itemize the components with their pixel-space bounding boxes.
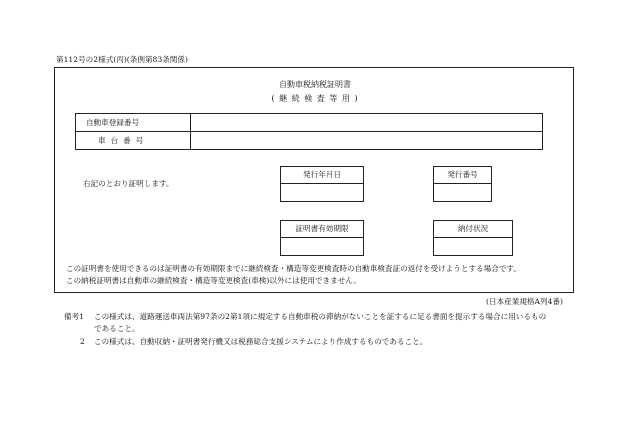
validity-period-box bbox=[280, 220, 364, 256]
usage-notice: この証明書を使用できるのは証明書の有効期限までに継続検査・構造等変更検査時の自動車検査証の返付を受けようとする場合です。 bbox=[66, 264, 522, 273]
table-row bbox=[76, 132, 543, 150]
vehicle-info-table bbox=[75, 113, 543, 150]
validity-period-field[interactable] bbox=[281, 238, 363, 257]
remark-2-text: この様式は、自動収納・証明書発行機又は税務総合支援システムにより作成するものであること。 bbox=[94, 337, 428, 346]
issue-number-field[interactable] bbox=[434, 184, 491, 203]
issue-number-box bbox=[433, 166, 492, 202]
chassis-number-label: 車台番号 bbox=[76, 132, 191, 150]
issue-date-box bbox=[280, 166, 364, 202]
registration-number-label: 自動車登録番号 bbox=[76, 114, 191, 132]
remark-1-continuation: であること。 bbox=[94, 324, 140, 333]
payment-status-label: 納付状況 bbox=[434, 221, 512, 238]
document-title: 自動車税納税証明書 bbox=[279, 80, 351, 89]
chassis-number-field[interactable] bbox=[191, 132, 543, 150]
form-label: 第112号の2様式(丙)(条例第83条関係) bbox=[56, 55, 188, 64]
issue-number-label: 発行番号 bbox=[434, 167, 491, 184]
remarks-label: 備考1 bbox=[64, 312, 85, 321]
paper-size-note: (日本産業規格A列4番) bbox=[486, 297, 563, 306]
certification-statement: 右記のとおり証明します。 bbox=[83, 179, 174, 188]
registration-number-field[interactable] bbox=[191, 114, 543, 132]
table-row bbox=[76, 114, 543, 132]
remark-2-number: 2 bbox=[80, 337, 85, 346]
issue-date-label: 発行年月日 bbox=[281, 167, 363, 184]
issue-date-field[interactable] bbox=[281, 184, 363, 203]
remark-1-text: この様式は、道路運送車両法第97条の2第1項に規定する自動車税の滞納がないことを証するに足る書面を提示する場合に用いるもの bbox=[94, 312, 547, 321]
restriction-notice: この納税証明書は自動車の継続検査・構造等変更検査(車検)以外には使用できません。 bbox=[66, 276, 361, 285]
payment-status-box bbox=[433, 220, 513, 256]
payment-status-field[interactable] bbox=[434, 238, 512, 257]
document-subtitle: ( 継 続 検 査 等 用 ) bbox=[271, 94, 359, 103]
validity-period-label: 証明書有効期限 bbox=[281, 221, 363, 238]
